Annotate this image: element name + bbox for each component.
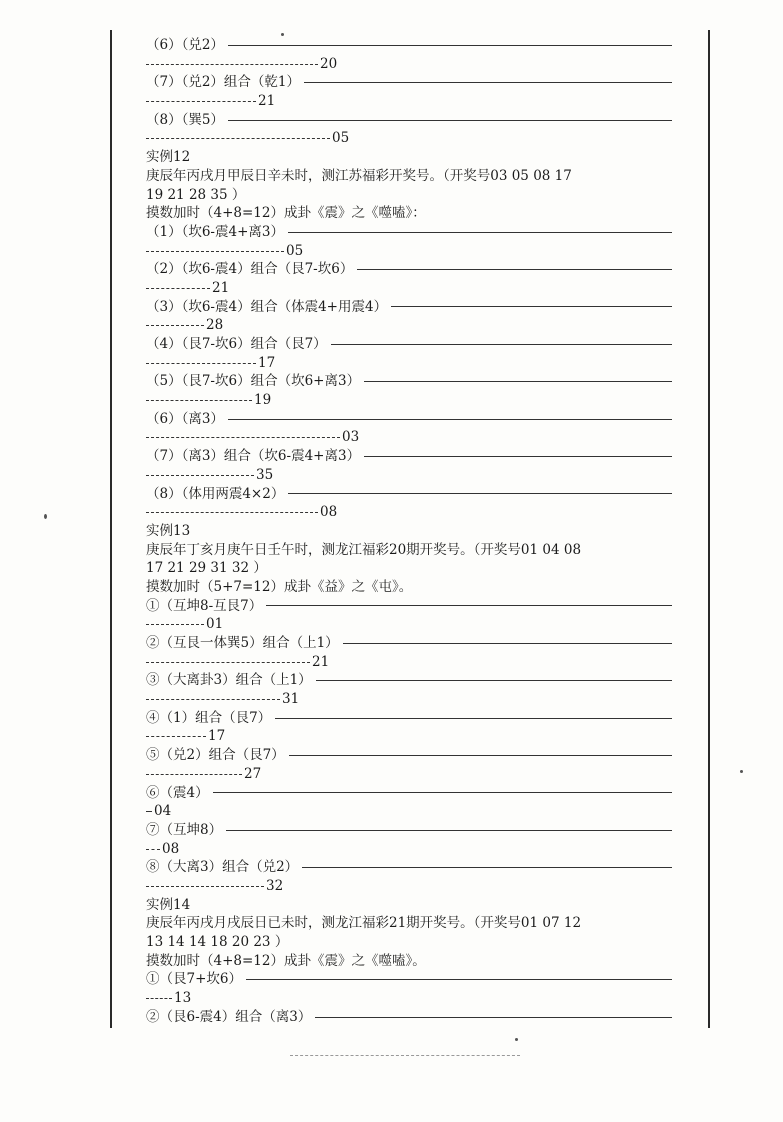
result-number: 17 [258,354,276,371]
entry-line [146,260,672,279]
entry-text: （1）（坎6-震4+离3） [146,223,284,240]
leader-rule [315,1017,672,1018]
entry-text: （7）（兑2）组合（乾1） [146,74,301,91]
text-line: 19 21 28 35 ） [146,186,246,203]
entry-text: ⑤（兑2）组合（艮7） [146,747,285,764]
result-number: 19 [254,392,272,409]
scan-speck [44,514,47,519]
result-line [146,391,672,410]
entry-text: （7）（离3）组合（坎6-震4+离3） [146,448,361,465]
result-line [146,55,672,74]
leader-rule [246,979,672,980]
leader-rule [228,45,672,46]
entry-text: （5）（艮7-坎6）组合（坎6+离3） [146,373,361,390]
leader-rule [146,886,264,887]
left-margin-rule [110,30,112,1028]
document-body [146,36,672,1026]
text-line: 摸数加时（4+8=12）成卦《震》之《噬嗑》。 [146,952,426,969]
leader-rule [275,718,672,719]
result-number: 17 [208,728,226,745]
result-line [146,989,672,1008]
result-number: 05 [286,242,304,259]
result-line [146,653,672,672]
leader-rule [146,699,280,700]
text-line: 摸数加时（5+7=12）成卦《益》之《屯》。 [146,578,413,595]
leader-rule [288,493,672,494]
leader-rule [146,512,318,513]
result-number: 21 [312,653,330,670]
entry-line [146,671,672,690]
entry-text: ④（1）组合（艮7） [146,709,272,726]
entry-line [146,970,672,989]
scan-speck [515,1038,518,1041]
entry-line [146,372,672,391]
entry-line [146,746,672,765]
result-line [146,316,672,335]
result-number: 01 [206,616,224,633]
entry-line [146,447,672,466]
result-line [146,92,672,111]
result-line [146,765,672,784]
result-number: 21 [212,279,230,296]
leader-rule [146,101,256,102]
scan-speck [740,770,743,773]
result-line [146,242,672,261]
leader-rule [146,662,310,663]
leader-rule [146,437,340,438]
leader-rule [146,400,252,401]
leader-rule [146,849,160,850]
entry-line [146,111,672,130]
entry-line [146,298,672,317]
leader-rule [316,680,672,681]
result-line [146,615,672,634]
leader-rule [213,792,672,793]
leader-rule [331,344,672,345]
leader-rule [364,381,672,382]
result-line [146,503,672,522]
leader-rule [146,811,152,812]
text-line: 实例14 [146,896,191,913]
entry-text: （8）（体用两震4×2） [146,485,285,502]
leader-rule [146,325,204,326]
entry-text: ③（大离卦3）组合（上1） [146,672,312,689]
entry-text: ②（互艮一体巽5）组合（上1） [146,635,339,651]
leader-rule [228,419,672,420]
leader-rule [289,755,672,756]
entry-line [146,36,672,55]
entry-text: （8）（巽5） [146,111,224,128]
entry-line [146,1008,672,1027]
result-line [146,690,672,709]
result-number: 05 [332,130,350,147]
leader-rule [146,475,254,476]
leader-rule [228,120,672,121]
scan-speck [281,33,284,36]
entry-line [146,73,672,92]
entry-line [146,634,672,653]
result-number: 08 [162,840,180,857]
result-line [146,354,672,373]
leader-rule [302,867,672,868]
entry-line [146,485,672,504]
result-line [146,129,672,148]
result-line [146,840,672,859]
result-line [146,466,672,485]
entry-text: （6）（离3） [146,410,224,427]
leader-rule [146,288,210,289]
entry-text: （4）（艮7-坎6）组合（艮7） [146,336,327,352]
leader-rule [226,830,672,831]
entry-text: （3）（坎6-震4）组合（体震4+用震4） [146,298,388,315]
result-line [146,877,672,896]
leader-rule [391,306,672,307]
leader-rule [146,736,206,737]
text-line: 庚辰年丙戌月甲辰日辛未时，测江苏福彩开奖号。（开奖号03 05 08 17 [146,167,572,184]
result-number: 08 [320,504,338,521]
result-number: 28 [206,317,224,334]
entry-line [146,223,672,242]
text-line: 庚辰年丁亥月庚午日壬午时，测龙江福彩20期开奖号。（开奖号01 04 08 [146,541,582,558]
entry-text: ⑥（震4） [146,784,209,801]
result-number: 21 [258,93,276,110]
result-line [146,727,672,746]
leader-rule [146,138,330,139]
entry-line [146,335,672,354]
entry-text: ①（艮7+坎6） [146,971,242,988]
text-line: 13 14 14 18 20 23 ） [146,934,289,950]
text-line: 实例13 [146,522,191,539]
right-margin-rule [708,30,710,1028]
leader-rule [304,82,672,83]
leader-rule [266,605,672,606]
leader-rule [357,269,672,270]
entry-line [146,597,672,616]
result-number: 31 [282,691,300,708]
result-number: 27 [244,765,262,782]
entry-text: （6）（兑2） [146,37,224,53]
leader-rule [364,456,672,457]
entry-text: ①（互坤8-互艮7） [146,597,263,614]
result-number: 04 [154,803,172,820]
entry-line [146,410,672,429]
entry-text: ⑧（大离3）组合（兑2） [146,859,299,876]
leader-rule [146,363,256,364]
text-line: 实例12 [146,149,191,166]
leader-rule [288,232,672,233]
leader-rule [146,251,284,252]
result-line [146,802,672,821]
entry-text: （2）（坎6-震4）组合（艮7-坎6） [146,261,354,278]
leader-rule [343,643,672,644]
entry-line [146,709,672,728]
leader-rule [146,624,204,625]
text-line: 庚辰年丙戌月戌辰日已未时，测龙江福彩21期开奖号。（开奖号01 07 12 [146,915,582,932]
bottom-rule [290,1055,520,1056]
result-number: 13 [174,990,192,1007]
entry-line [146,858,672,877]
text-line: 17 21 29 31 32 ） [146,560,267,577]
entry-line [146,821,672,840]
text-line: 摸数加时（4+8=12）成卦《震》之《噬嗑》： [146,205,426,222]
result-number: 20 [320,55,338,72]
leader-rule [146,774,242,775]
result-line [146,279,672,298]
entry-text: ⑦（互坤8） [146,821,223,838]
entry-text: ②（艮6-震4）组合（离3） [146,1008,312,1025]
result-number: 03 [342,429,360,446]
result-line [146,428,672,447]
result-number: 35 [256,466,274,483]
leader-rule [146,64,318,65]
result-number: 32 [266,877,284,894]
entry-line [146,784,672,803]
leader-rule [146,998,172,999]
